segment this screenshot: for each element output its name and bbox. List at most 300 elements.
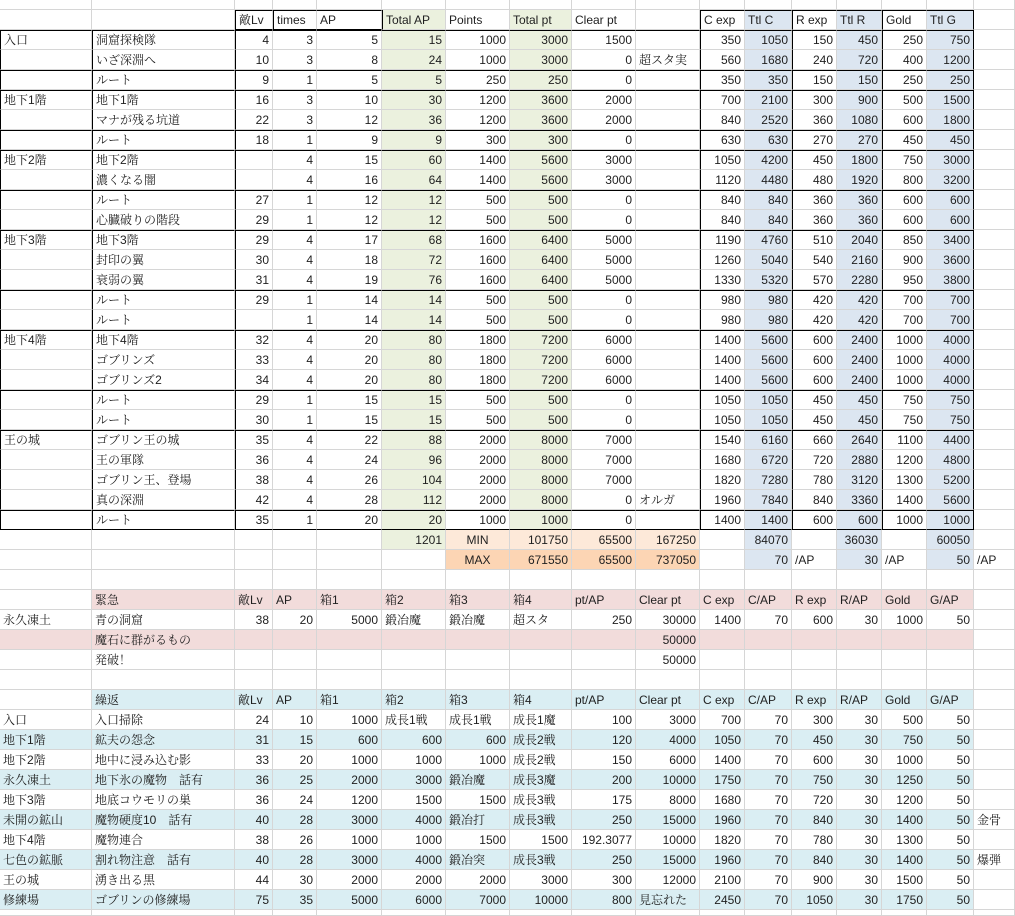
cell[interactable]: 250 (510, 70, 572, 90)
cell[interactable]: 3 (273, 30, 317, 50)
cell[interactable] (974, 350, 1015, 370)
cell[interactable]: 270 (792, 130, 837, 150)
cell[interactable]: 500 (446, 290, 510, 310)
cell[interactable] (0, 670, 92, 690)
cell[interactable]: 7840 (745, 490, 792, 510)
cell[interactable]: 22 (235, 110, 273, 130)
cell[interactable] (636, 210, 700, 230)
cell[interactable]: 28 (317, 490, 382, 510)
cell[interactable]: 840 (792, 490, 837, 510)
cell[interactable]: 15 (382, 410, 446, 430)
cell[interactable] (92, 10, 235, 30)
cell[interactable]: 超スタ (510, 610, 572, 630)
cell[interactable] (974, 450, 1015, 470)
cell[interactable]: 0 (572, 290, 636, 310)
cell[interactable]: 350 (745, 70, 792, 90)
cell[interactable]: 70 (745, 750, 792, 770)
cell[interactable]: 60 (382, 150, 446, 170)
cell[interactable] (882, 630, 927, 650)
cell[interactable] (974, 470, 1015, 490)
cell[interactable] (510, 910, 572, 916)
cell[interactable]: 2640 (837, 430, 882, 450)
cell[interactable] (974, 270, 1015, 290)
cell[interactable] (700, 650, 745, 670)
cell[interactable]: 50 (927, 710, 974, 730)
cell[interactable] (636, 290, 700, 310)
cell[interactable]: 5000 (572, 230, 636, 250)
cell[interactable] (837, 570, 882, 590)
cell[interactable]: 18 (317, 250, 382, 270)
cell[interactable] (0, 190, 92, 210)
column-header[interactable]: Clear pt (636, 590, 700, 610)
cell[interactable] (974, 250, 1015, 270)
cell[interactable] (235, 550, 273, 570)
cell[interactable] (235, 650, 273, 670)
cell[interactable]: 980 (700, 290, 745, 310)
quest-name[interactable]: ルート (92, 130, 235, 150)
cell[interactable] (0, 470, 92, 490)
cell[interactable]: 1000 (317, 710, 382, 730)
cell[interactable]: 5000 (572, 250, 636, 270)
cell[interactable]: 28 (273, 850, 317, 870)
cell[interactable]: 600 (317, 730, 382, 750)
cell[interactable] (792, 910, 837, 916)
cell[interactable]: 12 (382, 210, 446, 230)
cell[interactable]: 12000 (636, 870, 700, 890)
cell[interactable]: 8000 (510, 430, 572, 450)
cell[interactable]: 1 (273, 70, 317, 90)
cell[interactable] (837, 650, 882, 670)
cell[interactable]: 1 (273, 130, 317, 150)
cell[interactable]: 840 (745, 190, 792, 210)
cell[interactable]: 500 (882, 90, 927, 110)
column-header[interactable]: Clear pt (572, 10, 636, 30)
cell[interactable]: 6400 (510, 250, 572, 270)
cell[interactable] (0, 910, 92, 916)
cell[interactable]: 840 (745, 210, 792, 230)
cell[interactable]: 900 (837, 90, 882, 110)
cell[interactable] (837, 630, 882, 650)
cell[interactable]: 6000 (636, 750, 700, 770)
cell[interactable]: 30 (837, 750, 882, 770)
cell[interactable]: 720 (792, 790, 837, 810)
cell[interactable]: 1200 (317, 790, 382, 810)
cell[interactable] (636, 350, 700, 370)
cell[interactable] (235, 150, 273, 170)
cell[interactable] (974, 510, 1015, 530)
cell[interactable] (974, 610, 1015, 630)
quest-name[interactable]: 濃くなる闇 (92, 170, 235, 190)
cell[interactable]: 737050 (636, 550, 700, 570)
cell[interactable]: 250 (572, 850, 636, 870)
cell[interactable]: 8 (317, 50, 382, 70)
cell[interactable]: 600 (882, 190, 927, 210)
cell[interactable]: 75 (235, 890, 273, 910)
cell[interactable]: 50 (927, 830, 974, 850)
cell[interactable]: 450 (792, 410, 837, 430)
cell[interactable]: 1960 (700, 850, 745, 870)
cell[interactable]: 2000 (572, 90, 636, 110)
cell[interactable] (0, 530, 92, 550)
cell[interactable]: 金骨 (974, 810, 1015, 830)
cell[interactable] (792, 0, 837, 10)
cell[interactable]: 780 (792, 470, 837, 490)
cell[interactable]: 1800 (927, 110, 974, 130)
cell[interactable] (700, 910, 745, 916)
quest-name[interactable]: 心臓破りの階段 (92, 210, 235, 230)
cell[interactable] (273, 670, 317, 690)
cell[interactable] (235, 630, 273, 650)
cell[interactable]: 1800 (446, 330, 510, 350)
cell[interactable] (636, 130, 700, 150)
cell[interactable]: 720 (837, 50, 882, 70)
cell[interactable]: 750 (792, 770, 837, 790)
cell[interactable] (636, 190, 700, 210)
cell[interactable]: 1300 (882, 470, 927, 490)
area-label[interactable]: 地下3階 (0, 230, 92, 250)
cell[interactable]: 350 (700, 30, 745, 50)
cell[interactable] (927, 910, 974, 916)
cell[interactable]: 50 (927, 810, 974, 830)
cell[interactable]: 10 (235, 50, 273, 70)
cell[interactable]: 3000 (927, 150, 974, 170)
cell[interactable]: 20 (382, 510, 446, 530)
cell[interactable]: 450 (792, 150, 837, 170)
cell[interactable]: 5040 (745, 250, 792, 270)
cell[interactable]: 1500 (446, 830, 510, 850)
cell[interactable]: 4 (273, 230, 317, 250)
cell[interactable]: 900 (792, 870, 837, 890)
cell[interactable]: 9 (317, 130, 382, 150)
cell[interactable]: 600 (792, 330, 837, 350)
cell[interactable]: 60050 (927, 530, 974, 550)
cell[interactable]: 3360 (837, 490, 882, 510)
cell[interactable]: 1500 (382, 790, 446, 810)
cell[interactable]: 4 (273, 490, 317, 510)
cell[interactable]: 64 (382, 170, 446, 190)
cell[interactable]: 250 (927, 70, 974, 90)
cell[interactable]: 30 (837, 810, 882, 830)
cell[interactable] (446, 630, 510, 650)
cell[interactable] (0, 650, 92, 670)
cell[interactable] (974, 230, 1015, 250)
cell[interactable]: 1201 (382, 530, 446, 550)
cell[interactable]: 600 (882, 210, 927, 230)
cell[interactable]: 1050 (700, 730, 745, 750)
cell[interactable] (636, 230, 700, 250)
cell[interactable]: 0 (572, 510, 636, 530)
cell[interactable]: 1500 (572, 30, 636, 50)
cell[interactable] (974, 10, 1015, 30)
cell[interactable]: 1080 (837, 110, 882, 130)
cell[interactable]: 20 (317, 330, 382, 350)
cell[interactable] (273, 650, 317, 670)
area-label[interactable]: 地下2階 (0, 750, 92, 770)
cell[interactable]: 7000 (572, 450, 636, 470)
cell[interactable] (446, 0, 510, 10)
cell[interactable]: 2000 (572, 110, 636, 130)
cell[interactable]: 7280 (745, 470, 792, 490)
cell[interactable]: 1000 (927, 510, 974, 530)
cell[interactable]: 1250 (882, 770, 927, 790)
cell[interactable]: 30 (235, 410, 273, 430)
cell[interactable]: 2520 (745, 110, 792, 130)
cell[interactable]: 50 (927, 730, 974, 750)
quest-name[interactable]: ゴブリンズ (92, 350, 235, 370)
area-label[interactable]: 王の城 (0, 430, 92, 450)
cell[interactable] (974, 310, 1015, 330)
cell[interactable]: 20 (273, 750, 317, 770)
cell[interactable]: 1050 (745, 410, 792, 430)
cell[interactable]: 420 (837, 290, 882, 310)
cell[interactable]: 750 (882, 730, 927, 750)
cell[interactable]: 40 (235, 850, 273, 870)
cell[interactable]: 成長2戦 (510, 750, 572, 770)
cell[interactable] (636, 370, 700, 390)
cell[interactable]: 500 (446, 390, 510, 410)
cell[interactable] (317, 550, 382, 570)
cell[interactable] (273, 550, 317, 570)
cell[interactable]: 1120 (700, 170, 745, 190)
cell[interactable]: 1000 (446, 510, 510, 530)
cell[interactable]: 350 (700, 70, 745, 90)
cell[interactable]: 1050 (700, 390, 745, 410)
cell[interactable]: 14 (317, 290, 382, 310)
cell[interactable]: 1000 (510, 510, 572, 530)
cell[interactable]: 33 (235, 750, 273, 770)
column-header[interactable]: pt/AP (572, 590, 636, 610)
cell[interactable]: 1400 (446, 150, 510, 170)
cell[interactable]: 6000 (572, 370, 636, 390)
cell[interactable]: 70 (745, 890, 792, 910)
column-header[interactable]: Gold (882, 690, 927, 710)
cell[interactable]: 167250 (636, 530, 700, 550)
cell[interactable]: 29 (235, 210, 273, 230)
cell[interactable]: 3000 (382, 770, 446, 790)
cell[interactable] (273, 630, 317, 650)
cell[interactable]: 1000 (882, 330, 927, 350)
cell[interactable] (927, 650, 974, 670)
quest-name[interactable]: ルート (92, 510, 235, 530)
cell[interactable] (927, 0, 974, 10)
cell[interactable]: 20 (317, 370, 382, 390)
cell[interactable]: 360 (792, 210, 837, 230)
cell[interactable]: 5600 (745, 350, 792, 370)
cell[interactable]: 420 (792, 310, 837, 330)
cell[interactable] (636, 70, 700, 90)
cell[interactable]: 2000 (446, 490, 510, 510)
cell[interactable]: 500 (510, 390, 572, 410)
cell[interactable] (0, 110, 92, 130)
cell[interactable]: 1 (273, 410, 317, 430)
cell[interactable]: 36 (235, 770, 273, 790)
cell[interactable] (446, 910, 510, 916)
cell[interactable] (974, 150, 1015, 170)
cell[interactable]: 84070 (745, 530, 792, 550)
cell[interactable]: 8000 (510, 450, 572, 470)
cell[interactable]: 250 (882, 30, 927, 50)
cell[interactable] (636, 470, 700, 490)
cell[interactable]: 38 (235, 830, 273, 850)
cell[interactable]: 1050 (745, 390, 792, 410)
cell[interactable]: 26 (273, 830, 317, 850)
cell[interactable] (235, 910, 273, 916)
cell[interactable]: 2400 (837, 330, 882, 350)
cell[interactable] (700, 670, 745, 690)
cell[interactable]: 24 (382, 50, 446, 70)
cell[interactable] (882, 570, 927, 590)
quest-name[interactable]: ルート (92, 410, 235, 430)
cell[interactable] (92, 570, 235, 590)
area-label[interactable]: 入口 (0, 710, 92, 730)
cell[interactable]: 14 (382, 310, 446, 330)
area-label[interactable]: 入口 (0, 30, 92, 50)
cell[interactable]: 671550 (510, 550, 572, 570)
cell[interactable]: 38 (235, 470, 273, 490)
cell[interactable] (382, 570, 446, 590)
cell[interactable]: 5000 (317, 890, 382, 910)
cell[interactable]: 10000 (510, 890, 572, 910)
cell[interactable]: 0 (572, 70, 636, 90)
column-header[interactable]: AP (273, 590, 317, 610)
quest-name[interactable]: 王の軍隊 (92, 450, 235, 470)
cell[interactable]: 16 (235, 90, 273, 110)
cell[interactable]: 360 (792, 110, 837, 130)
cell[interactable]: 450 (837, 410, 882, 430)
cell[interactable]: 72 (382, 250, 446, 270)
column-header[interactable]: G/AP (927, 690, 974, 710)
column-header[interactable]: G/AP (927, 590, 974, 610)
cell[interactable] (837, 910, 882, 916)
cell[interactable] (636, 910, 700, 916)
cell[interactable]: 5600 (510, 150, 572, 170)
cell[interactable]: 3000 (317, 850, 382, 870)
cell[interactable] (273, 570, 317, 590)
cell[interactable]: 5000 (317, 610, 382, 630)
cell[interactable] (510, 570, 572, 590)
cell[interactable]: 360 (837, 210, 882, 230)
cell[interactable]: 35 (235, 510, 273, 530)
cell[interactable]: 1000 (882, 610, 927, 630)
cell[interactable]: 8000 (510, 470, 572, 490)
cell[interactable]: 150 (572, 750, 636, 770)
cell[interactable] (636, 10, 700, 30)
cell[interactable]: 1400 (882, 490, 927, 510)
cell[interactable]: 5320 (745, 270, 792, 290)
cell[interactable] (572, 630, 636, 650)
cell[interactable] (317, 570, 382, 590)
cell[interactable] (636, 170, 700, 190)
cell[interactable]: 500 (510, 310, 572, 330)
column-header[interactable]: Points (446, 10, 510, 30)
cell[interactable]: 4 (273, 370, 317, 390)
column-header[interactable]: C exp (700, 690, 745, 710)
cell[interactable]: 42 (235, 490, 273, 510)
cell[interactable]: 70 (745, 550, 792, 570)
cell[interactable]: 112 (382, 490, 446, 510)
quest-name[interactable]: 発破！ (92, 650, 235, 670)
cell[interactable] (92, 530, 235, 550)
cell[interactable]: 2400 (837, 350, 882, 370)
column-header[interactable]: pt/AP (572, 690, 636, 710)
cell[interactable]: 4 (273, 250, 317, 270)
cell[interactable] (0, 130, 92, 150)
cell[interactable]: 980 (745, 310, 792, 330)
cell[interactable]: 1820 (700, 470, 745, 490)
cell[interactable]: 500 (510, 290, 572, 310)
cell[interactable] (974, 770, 1015, 790)
cell[interactable]: 1 (273, 390, 317, 410)
cell[interactable]: 4000 (927, 370, 974, 390)
cell[interactable] (572, 0, 636, 10)
cell[interactable]: 450 (927, 130, 974, 150)
cell[interactable]: 300 (510, 130, 572, 150)
cell[interactable]: 24 (317, 450, 382, 470)
cell[interactable]: 3600 (510, 110, 572, 130)
cell[interactable]: 70 (745, 730, 792, 750)
cell[interactable]: 5600 (927, 490, 974, 510)
cell[interactable]: 3 (273, 50, 317, 70)
cell[interactable]: 成長3魔 (510, 770, 572, 790)
column-header[interactable]: Ttl C (745, 10, 792, 30)
cell[interactable] (974, 490, 1015, 510)
cell[interactable]: 0 (572, 130, 636, 150)
cell[interactable] (446, 650, 510, 670)
cell[interactable]: 780 (792, 830, 837, 850)
cell[interactable]: 28 (273, 810, 317, 830)
cell[interactable] (882, 530, 927, 550)
cell[interactable] (510, 630, 572, 650)
cell[interactable]: 500 (446, 210, 510, 230)
cell[interactable]: 100 (572, 710, 636, 730)
cell[interactable]: 80 (382, 370, 446, 390)
cell[interactable]: 2000 (446, 470, 510, 490)
quest-name[interactable]: ルート (92, 70, 235, 90)
cell[interactable] (0, 310, 92, 330)
cell[interactable]: 50 (927, 770, 974, 790)
cell[interactable]: 2450 (700, 890, 745, 910)
cell[interactable]: 600 (792, 750, 837, 770)
cell[interactable]: 360 (837, 190, 882, 210)
quest-name[interactable]: 洞窟探検隊 (92, 30, 235, 50)
cell[interactable]: 35 (273, 890, 317, 910)
cell[interactable] (0, 510, 92, 530)
cell[interactable] (235, 310, 273, 330)
cell[interactable]: 30 (382, 90, 446, 110)
cell[interactable]: 5600 (745, 330, 792, 350)
cell[interactable] (974, 70, 1015, 90)
cell[interactable]: 300 (792, 710, 837, 730)
quest-name[interactable]: ゴブリンズ2 (92, 370, 235, 390)
cell[interactable] (235, 170, 273, 190)
cell[interactable]: 15 (317, 410, 382, 430)
cell[interactable] (882, 670, 927, 690)
cell[interactable]: 1200 (446, 110, 510, 130)
cell[interactable]: 2000 (317, 870, 382, 890)
cell[interactable]: 0 (572, 390, 636, 410)
cell[interactable] (745, 0, 792, 10)
cell[interactable]: 3120 (837, 470, 882, 490)
cell[interactable]: 1960 (700, 490, 745, 510)
cell[interactable]: 250 (882, 70, 927, 90)
cell[interactable]: 36030 (837, 530, 882, 550)
cell[interactable]: 30 (837, 770, 882, 790)
cell[interactable]: 200 (572, 770, 636, 790)
cell[interactable]: 50 (927, 890, 974, 910)
cell[interactable]: 2000 (446, 870, 510, 890)
cell[interactable]: 6000 (382, 890, 446, 910)
cell[interactable]: 34 (235, 370, 273, 390)
